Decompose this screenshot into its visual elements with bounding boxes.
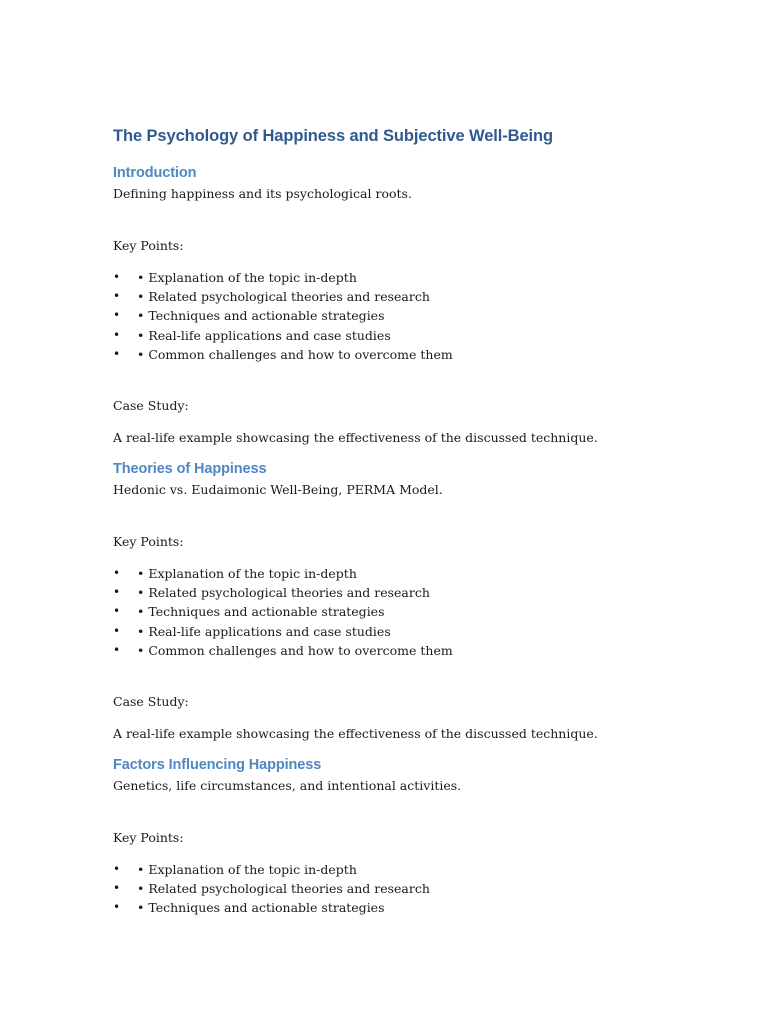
bullet-icon: • xyxy=(113,565,121,580)
list-item-text: • Real-life applications and case studies xyxy=(137,623,391,639)
case-study-text: A real-life example showcasing the effectiveness of the discussed technique. xyxy=(113,725,598,741)
bullet-icon: • xyxy=(113,346,121,361)
list-item-text: • Techniques and actionable strategies xyxy=(137,308,385,324)
list-item-text: • Explanation of the topic in-depth xyxy=(137,861,357,877)
bullet-icon: • xyxy=(113,881,121,896)
bullet-icon: • xyxy=(113,604,121,619)
bullet-icon: • xyxy=(113,270,121,284)
list-item-text: • Common challenges and how to overcome them xyxy=(137,346,453,362)
bullet-icon: • xyxy=(113,585,121,600)
list-item xyxy=(113,345,713,364)
section-introduction xyxy=(113,152,713,448)
list-item xyxy=(113,602,713,621)
list-item xyxy=(113,326,713,345)
case-study-text: A real-life example showcasing the effectiveness of the discussed technique. xyxy=(113,429,598,445)
list-item xyxy=(113,641,713,660)
key-points-label: Key Points: xyxy=(113,238,184,253)
list-item xyxy=(113,583,713,602)
list-item-text: • Related psychological theories and research xyxy=(137,289,430,305)
list-item-text: • Related psychological theories and research xyxy=(137,585,430,601)
list-item-text: • Techniques and actionable strategies xyxy=(137,604,385,620)
section-summary: Genetics, life circumstances, and intentional activities. xyxy=(113,777,462,793)
case-study-label: Case Study: xyxy=(113,693,189,709)
list-item xyxy=(113,898,713,917)
section-summary: Defining happiness and its psychological roots. xyxy=(113,186,412,201)
bullet-icon: • xyxy=(113,642,121,657)
list-item-text: • Explanation of the topic in-depth xyxy=(137,565,357,581)
document-title: The Psychology of Happiness and Subjective Well-Being xyxy=(113,127,553,145)
list-item xyxy=(113,564,713,583)
section-heading: Factors Influencing Happiness xyxy=(113,756,322,773)
list-item-text: • Real-life applications and case studies xyxy=(137,327,391,343)
list-item-text: • Techniques and actionable strategies xyxy=(137,900,385,916)
case-study-label: Case Study: xyxy=(113,397,189,413)
key-points-label: Key Points: xyxy=(113,829,184,845)
list-item xyxy=(113,622,713,641)
document-page xyxy=(113,124,713,917)
bullet-icon: • xyxy=(113,900,121,915)
list-item xyxy=(113,287,713,306)
list-item-text: • Related psychological theories and research xyxy=(137,881,430,897)
bullet-icon: • xyxy=(113,861,121,876)
list-item xyxy=(113,860,713,879)
list-item-text: • Explanation of the topic in-depth xyxy=(137,270,357,285)
key-points-list xyxy=(113,860,713,918)
key-points-label: Key Points: xyxy=(113,533,184,549)
section-factors-influencing-happiness xyxy=(113,744,713,918)
section-summary: Hedonic vs. Eudaimonic Well-Being, PERMA Model. xyxy=(113,481,443,497)
list-item xyxy=(113,306,713,325)
list-item xyxy=(113,879,713,898)
section-heading: Theories of Happiness xyxy=(113,460,267,477)
list-item xyxy=(113,268,713,287)
list-item-text: • Common challenges and how to overcome them xyxy=(137,642,453,658)
section-theories-of-happiness xyxy=(113,448,713,744)
bullet-icon: • xyxy=(113,308,121,323)
bullet-icon: • xyxy=(113,289,121,304)
section-heading: Introduction xyxy=(113,165,197,181)
key-points-list xyxy=(113,564,713,660)
bullet-icon: • xyxy=(113,327,121,342)
bullet-icon: • xyxy=(113,623,121,638)
key-points-list xyxy=(113,268,713,364)
